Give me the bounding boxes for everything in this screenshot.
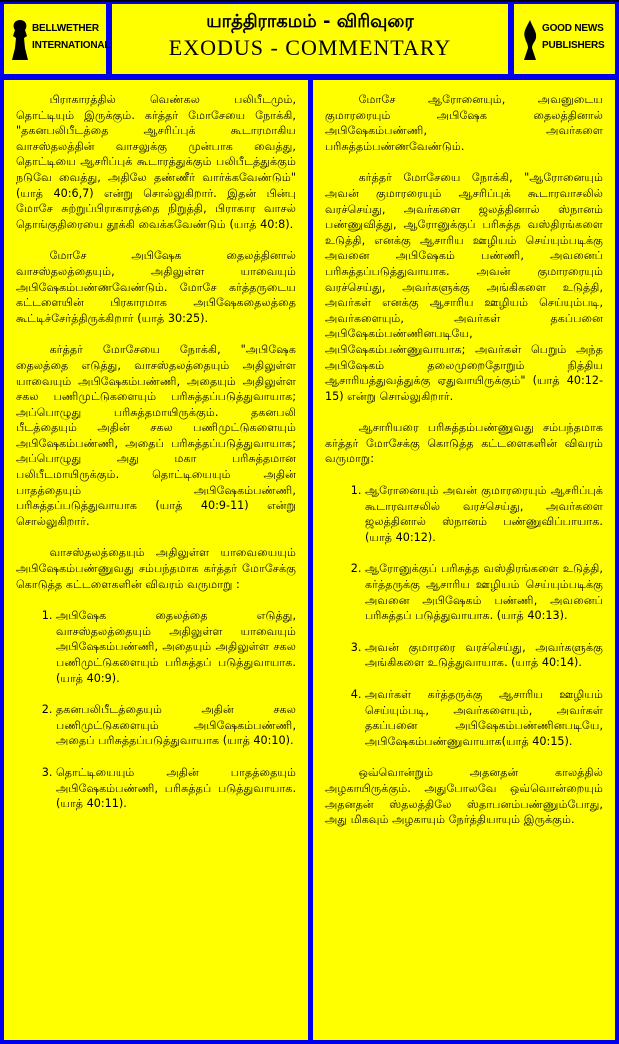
- left-paragraph: மோசே அபிஷேக தைலத்தினால் வாசஸ்தலத்தையும், அதிலுள்ள யாவையும் அபிஷேகம்பண்ணவேண்டும். மோசே கர்த்தருடைய கட்டளையின் பிரகாரமாக அபிஷேகதைலத்தை கூட்டிச்சேர்த்திருக்கிறார் (யாத் 30:25).: [16, 249, 296, 325]
- header-title-box: [112, 4, 508, 74]
- right-column: [313, 80, 615, 1040]
- left-paragraph: பிராகாரத்தில் வெண்கல பலிபீடமும், தொட்டியும் இருக்கும். கர்த்தர் மோசேயை நோக்கி, "தகனபலிபீடத்தை ஆசரிப்புக் கூடாரமாகிய வாசஸ்தலத்தின் வாசலுக்கு முன்பாக வைத்து, தொட்டியை ஆசரிப்புக் கூடாரத்துக்கும் பலிபீடத்துக்கும் நடுவே வைத்து, அதிலே தண்ணீர் வார்க்கவேண்டும்" (யாத் 40:6,7) என்று சொல்லுகிறார். இதன் பின்பு மோசே சுற்றுப்பிராகாரத்தை நிறுத்தி, பிராகார வாசல் தொங்குதிரையை தூக்கி வைக்கவேண்டும் (யாத் 40:8).: [16, 93, 296, 231]
- flame-icon: [520, 18, 540, 62]
- top-rule: [0, 0, 619, 2]
- left-paragraph: வாசஸ்தலத்தையும் அதிலுள்ள யாவையையும் அபிஷேகம்பண்ணுவது சம்பந்தமாக கர்த்தர் மோசேக்கு கொடுத்த கட்டளைகளின் விவரம் வருமாறு :: [16, 546, 296, 591]
- list-item: 1. ஆரோனையும் அவன் குமாரரையும் ஆசரிப்புக் கூடாரவாசலில் வரச்செய்து, அவர்களை ஜலத்தினால் ஸ்நானம் பண்ணுவிப்பாயாக. (யாத் 40:12).: [365, 483, 603, 545]
- list-item: 2. ஆரோனுக்குப் பரிசுத்த வஸ்திரங்களை உடுத்தி, கர்த்தருக்கு ஆசாரிய ஊழியம் செய்யும்படிக்கு அவனை அபிஷேகம் பண்ணி, அவனைப் பரிசுத்தப் படுத்துவாயாக. (யாத் 40:13).: [365, 561, 603, 623]
- list-item: 4. அவர்கள் கர்த்தருக்கு ஆசாரிய ஊழியம் செய்யும்படி, அவர்களையும், அவர்கள் தகப்பனை அபிஷேகம்பண்ணினபடியே, அபிஷேகம்பண்ணுவாயாக(யாத் 40:15).: [365, 687, 603, 749]
- title-english: EXODUS - COMMENTARY: [168, 35, 452, 60]
- left-brand-line2: INTERNATIONAL: [32, 40, 111, 51]
- left-column: [4, 80, 308, 1040]
- bellwether-logo: [10, 18, 111, 64]
- header-left-logo-box: [4, 4, 111, 74]
- left-numbered-list: [16, 608, 296, 812]
- right-closing-paragraph: ஒவ்வொன்றும் அதனதன் காலத்தில் அழகாயிருக்கும். அதுபோலவே ஒவ்வொன்றையும் அதனதன் ஸ்தலத்திலே ஸ்தாபனம்பண்ணும்போது, அது மிகவும் அழகாயும் நேர்த்தியாயும் இருக்கும்.: [325, 766, 603, 827]
- list-item: 1. அபிஷேக தைலத்தை எடுத்து, வாசஸ்தலத்தையும் அதிலுள்ள யாவையும் அபிஷேகம்பண்ணி, அதையும் அதிலுள்ள சகல பணிமுட்டுகளையும் பரிசுத்தப் படுத்துவாயாக. (யாத் 40:9).: [56, 608, 296, 686]
- left-paragraph: கர்த்தர் மோசேயை நோக்கி, "அபிஷேக தைலத்தை எடுத்து, வாசஸ்தலத்தையும் அதிலுள்ள யாவையும் அபிஷேகம்பண்ணி, அதையும் அதிலுள்ள சகல பணிமுட்டுகளையும் பரிசுத்தப்படுத்துவாயாக; அப்பொழுது பரிசுத்தமாயிருக்கும். தகனபலி பீடத்தையும் அதின் சகல பணிமுட்டுகளையும் அபிஷேகம்பண்ணி, அதைப் பரிசுத்தப்படுத்துவாயாக; அப்பொழுது அது மகா பரிசுத்தமான பலிபீடமாயிருக்கும். தொட்டியையும் அதின் பாதத்தையும் அபிஷேகம்பண்ணி, பரிசுத்தப்படுத்துவாயாக (யாத் 40:9-11) என்று சொல்லுகிறார்.: [16, 343, 296, 528]
- right-paragraph: ஆசாரியரை பரிசுத்தம்பண்ணுவது சம்பந்தமாக கர்த்தர் மோசேக்கு கொடுத்த கட்டளைகளின் விவரம் வருமாறு:: [325, 421, 603, 466]
- list-item: 3. அவன் குமாரரை வரச்செய்து, அவர்களுக்கு அங்கிகளை உடுத்துவாயாக. (யாத் 40:14).: [365, 640, 603, 671]
- right-brand-line1: GOOD NEWS: [542, 23, 604, 34]
- right-brand-line2: PUBLISHERS: [542, 40, 605, 51]
- left-brand-line1: BELLWETHER: [32, 23, 99, 34]
- right-paragraph: கர்த்தர் மோசேயை நோக்கி, "ஆரோனையும் அவன் குமாரரையும் ஆசரிப்புக் கூடாரவாசலில் வரச்செய்து, அவர்களை ஜலத்தினால் ஸ்நானம் பண்ணுவித்து, ஆரோனுக்குப் பரிசுத்த வஸ்திரங்களை உடுத்தி, எனக்கு ஆசாரிய ஊழியம் செய்யும்படிக்கு அவனை அபிஷேகம் பண்ணி, அவனைப் பரிசுத்தப்படுத்துவாயாக. அவன் குமாரரையும் வரச்செய்து, அவர்களுக்கு அங்கிகளை உடுத்தி, அவர்கள் எனக்கு ஆசாரிய ஊழியம் செய்யும்படி, அவர்களையும், அவர்கள் தகப்பனை அபிஷேகம்பண்ணினபடியே, அபிஷேகம்பண்ணுவாயாக; அவர்கள் பெறும் அந்த அபிஷேகம் தலைமுறைதோறும் நித்திய ஆசாரியத்துவத்துக்கு ஏதுவாயிருக்கும்" (யாத் 40:12-15) என்று சொல்லுகிறார்.: [325, 171, 603, 403]
- header-right-logo-box: [514, 4, 615, 74]
- ram-icon: [10, 18, 30, 62]
- right-numbered-list: [325, 483, 603, 749]
- list-item: 2. தகனபலிபீடத்தையும் அதின் சகல பணிமுட்டுகளையும் அபிஷேகம்பண்ணி, அதைப் பரிசுத்தப்படுத்துவாயாக (யாத் 40:10).: [56, 702, 296, 749]
- good-news-logo: [520, 18, 612, 64]
- list-item: 3. தொட்டியையும் அதின் பாதத்தையும் அபிஷேகம்பண்ணி, பரிசுத்தப் படுத்துவாயாக. (யாத் 40:11).: [56, 765, 296, 812]
- right-paragraph: மோசே ஆரோனையும், அவனுடைய குமாரரையும் அபிஷேக தைலத்தினால் அபிஷேகம்பண்ணி, அவர்களை பரிசுத்தம்பண்ணவேண்டும்.: [325, 93, 603, 153]
- title-tamil: யாத்திராகமம் - விரிவுரை: [206, 11, 414, 32]
